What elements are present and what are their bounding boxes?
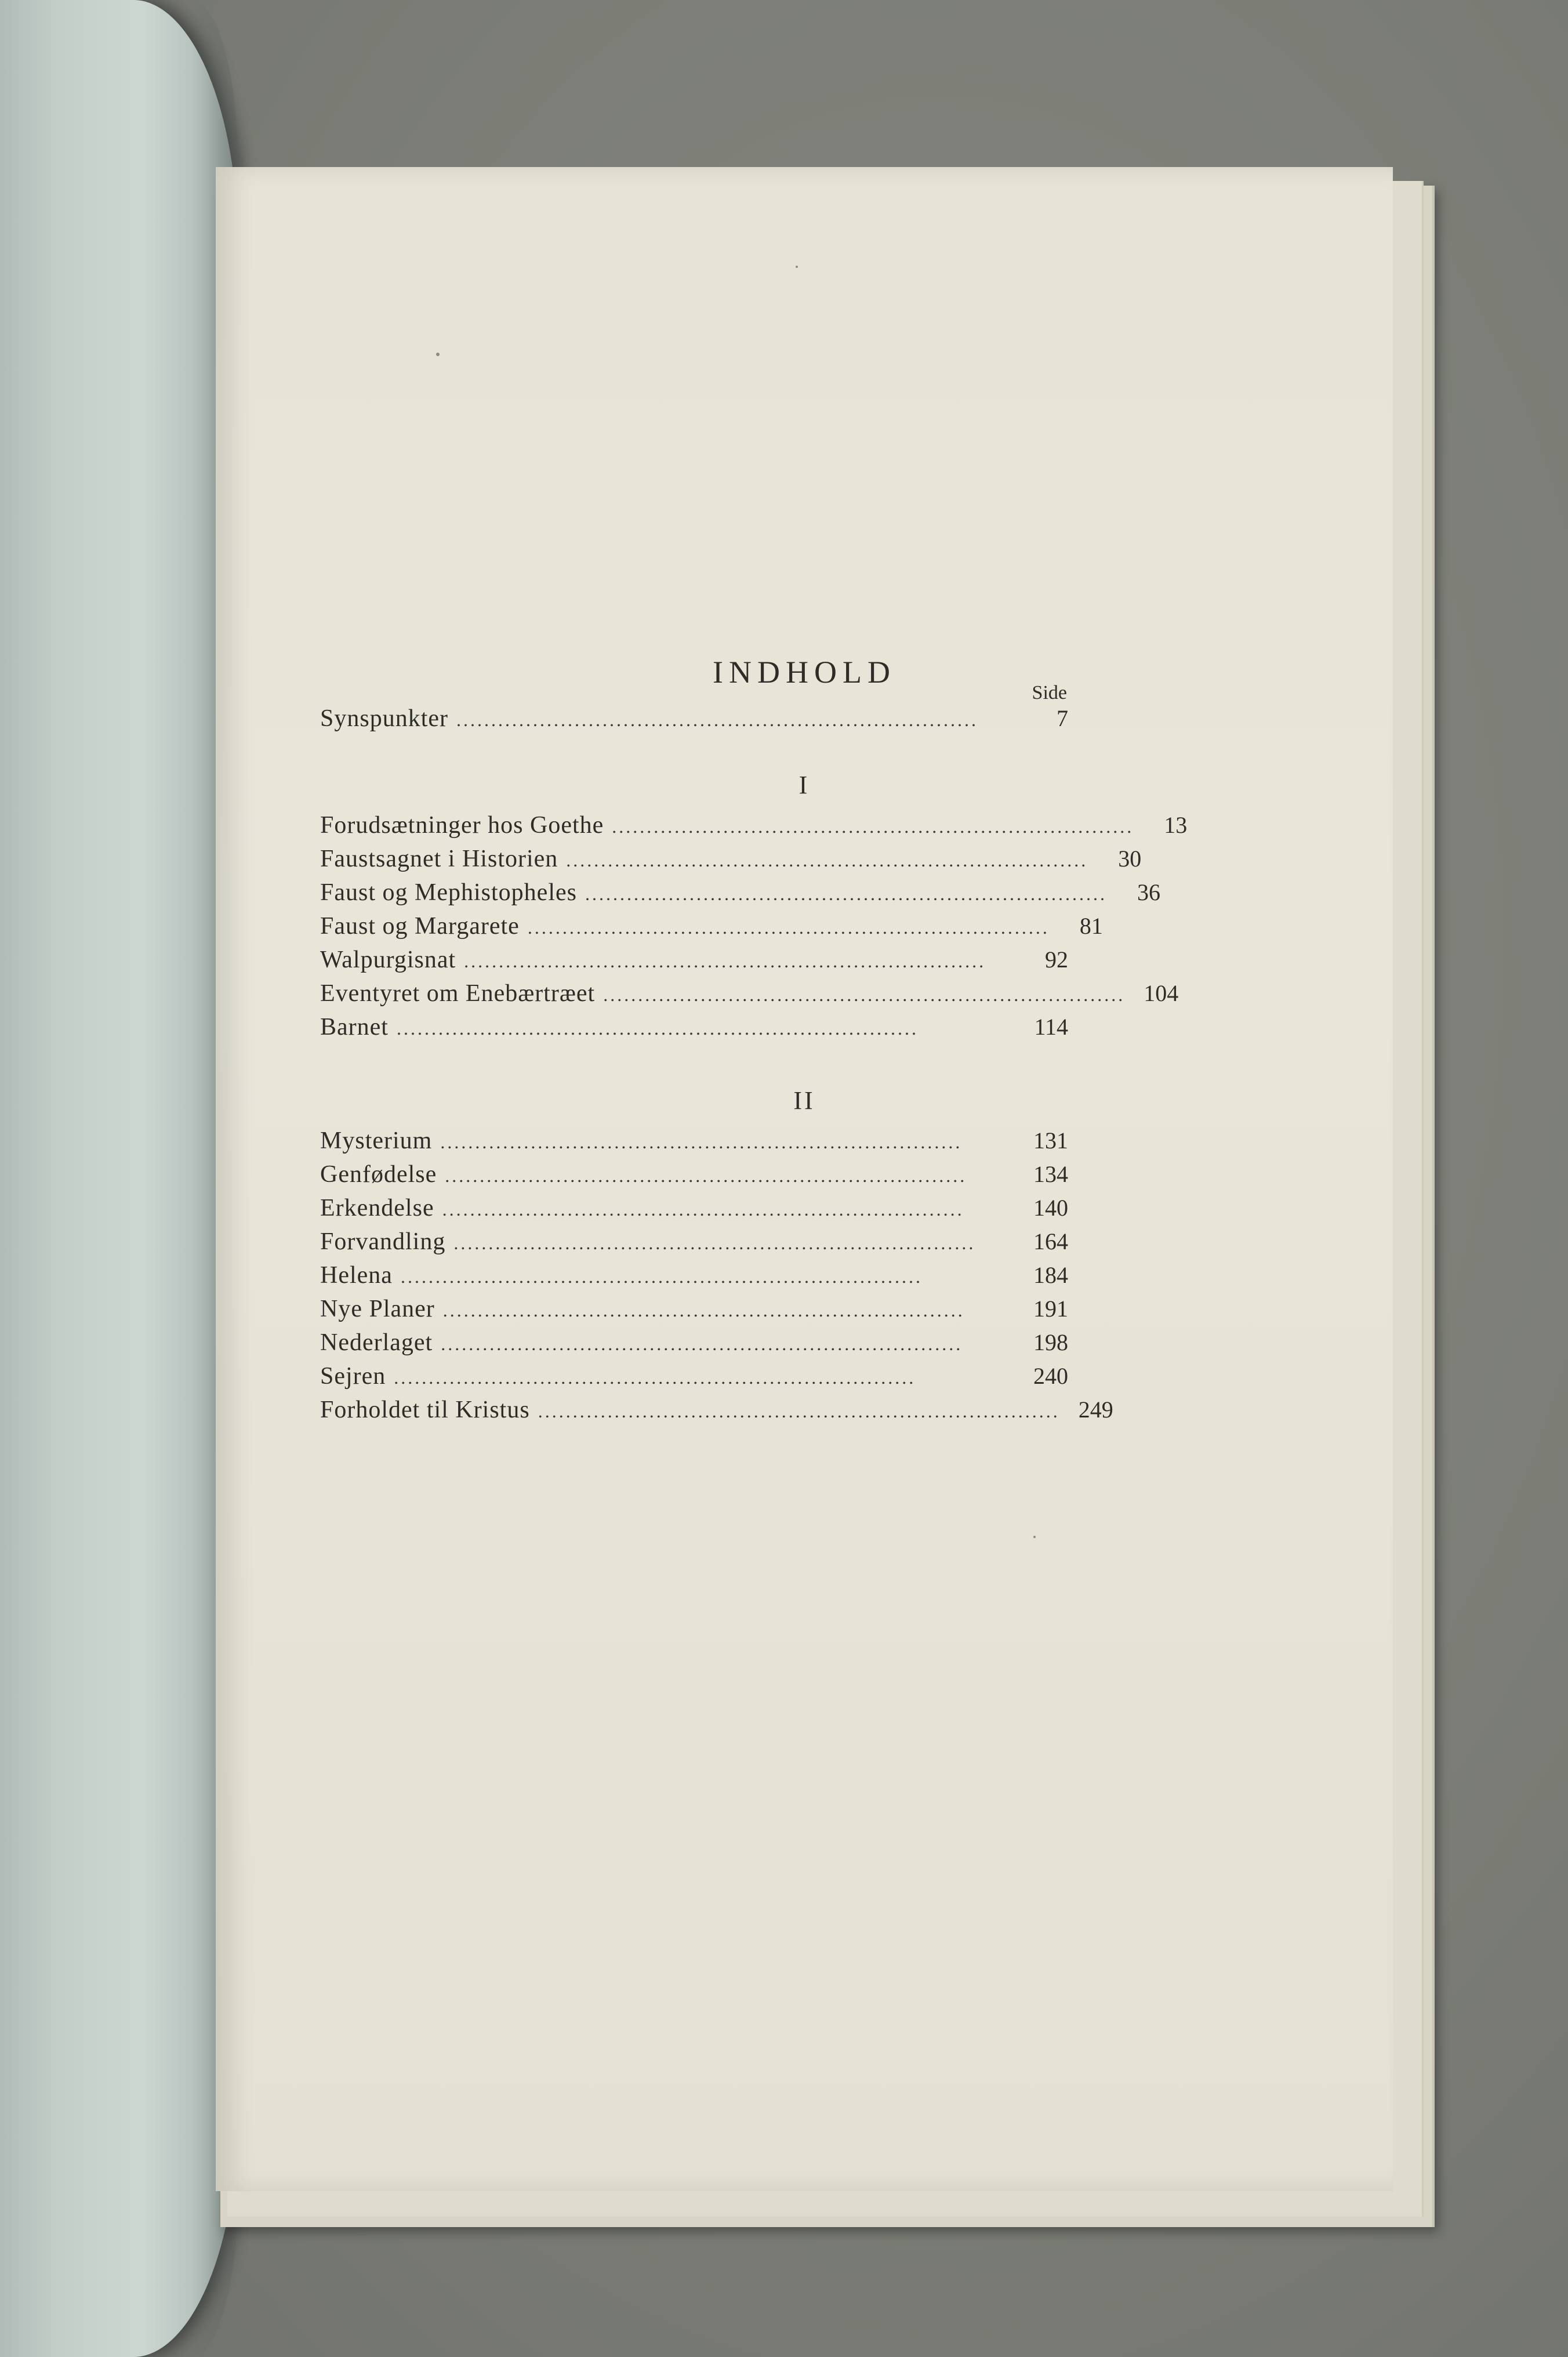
toc-entry xyxy=(320,843,1142,875)
toc-entry-title: Sejren xyxy=(320,1363,386,1390)
page-title: INDHOLD xyxy=(713,655,896,690)
dot-leader: ........................................................................... xyxy=(464,951,986,971)
section-numeral: I xyxy=(798,771,810,799)
dot-leader: ........................................................................... xyxy=(441,1333,963,1354)
toc-entry-title: Eventyret om Enebærtræet xyxy=(320,980,596,1007)
toc-entry xyxy=(320,877,1160,908)
toc-entry-title: Helena xyxy=(320,1262,393,1289)
section-numeral: II xyxy=(793,1086,815,1115)
toc-entry-page: 131 xyxy=(1033,1127,1068,1154)
toc-entry-title: Forudsætninger hos Goethe xyxy=(320,812,604,839)
dot-leader: ........................................................................... xyxy=(538,1401,1060,1422)
paper-speck xyxy=(796,266,798,268)
dot-leader: ........................................................................... xyxy=(442,1199,964,1220)
toc-entry xyxy=(320,911,1103,942)
toc-entry-page: 198 xyxy=(1033,1329,1068,1355)
toc-entry xyxy=(320,944,1068,976)
toc-entry-page: 104 xyxy=(1144,980,1179,1006)
dot-leader: ........................................................................... xyxy=(442,1300,965,1321)
dot-leader: ........................................................................... xyxy=(612,816,1134,837)
toc-entry-page: 164 xyxy=(1033,1228,1068,1254)
toc-entry xyxy=(320,1394,1113,1426)
dot-leader: ........................................................................... xyxy=(453,1232,976,1253)
dot-leader: ........................................................................... xyxy=(603,984,1126,1005)
toc-entry-title: Synspunkter xyxy=(320,705,448,732)
dot-leader: ........................................................................... xyxy=(527,917,1050,938)
toc-entry-page: 140 xyxy=(1033,1195,1068,1221)
dot-leader: ........................................................................... xyxy=(396,1018,919,1039)
dot-leader: ........................................................................... xyxy=(456,709,978,730)
dot-leader: ........................................................................... xyxy=(585,883,1107,904)
toc-entry xyxy=(320,978,1179,1009)
toc-entry-intro xyxy=(320,703,1068,734)
dot-leader: ........................................................................... xyxy=(566,850,1088,871)
toc-entry-page: 92 xyxy=(1045,947,1068,973)
toc-entry-title: Faust og Margarete xyxy=(320,913,520,940)
dot-leader: ........................................................................... xyxy=(440,1132,963,1152)
toc-entry-title: Erkendelse xyxy=(320,1195,434,1221)
toc-entry-title: Nye Planer xyxy=(320,1296,435,1322)
book-page xyxy=(216,167,1393,2191)
toc-entry xyxy=(320,1226,1068,1257)
toc-entry xyxy=(320,1192,1068,1224)
toc-entry-page: 191 xyxy=(1033,1296,1068,1322)
page-column-header: Side xyxy=(1032,682,1067,704)
toc-entry-title: Faustsagnet i Historien xyxy=(320,846,558,872)
toc-entry-title: Forholdet til Kristus xyxy=(320,1397,530,1423)
toc-entry-title: Nederlaget xyxy=(320,1329,433,1356)
toc-entry-title: Forvandling xyxy=(320,1228,446,1255)
toc-entry xyxy=(320,1361,1068,1392)
toc-entry-title: Barnet xyxy=(320,1014,389,1040)
toc-entry-page: 7 xyxy=(1057,705,1068,731)
toc-entry xyxy=(320,1293,1068,1325)
toc-entry-page: 134 xyxy=(1033,1161,1068,1187)
toc-entry xyxy=(320,1125,1068,1156)
toc-entry xyxy=(320,1159,1068,1190)
dot-leader: ........................................................................... xyxy=(400,1266,923,1287)
toc-entry-page: 30 xyxy=(1118,846,1142,872)
toc-entry-page: 249 xyxy=(1078,1397,1113,1423)
toc-entry-page: 114 xyxy=(1034,1014,1068,1040)
toc-entry-title: Walpurgisnat xyxy=(320,947,456,973)
toc-entry-page: 13 xyxy=(1164,812,1188,838)
toc-entry xyxy=(320,810,1188,841)
toc-entry-title: Faust og Mephistopheles xyxy=(320,879,577,906)
paper-speck xyxy=(1033,1536,1036,1538)
table-of-contents xyxy=(216,167,1393,2191)
toc-entry xyxy=(320,1327,1068,1358)
dot-leader: ........................................................................... xyxy=(445,1165,967,1186)
dot-leader: ........................................................................... xyxy=(394,1367,916,1388)
toc-entry-page: 81 xyxy=(1079,913,1103,939)
toc-entry-page: 184 xyxy=(1033,1262,1068,1288)
toc-entry xyxy=(320,1260,1068,1291)
toc-entry-page: 36 xyxy=(1137,879,1160,905)
toc-entry-title: Genfødelse xyxy=(320,1161,437,1188)
toc-entry-title: Mysterium xyxy=(320,1127,433,1154)
paper-speck xyxy=(436,353,440,356)
toc-entry-page: 240 xyxy=(1033,1363,1068,1389)
toc-entry xyxy=(320,1011,1068,1043)
